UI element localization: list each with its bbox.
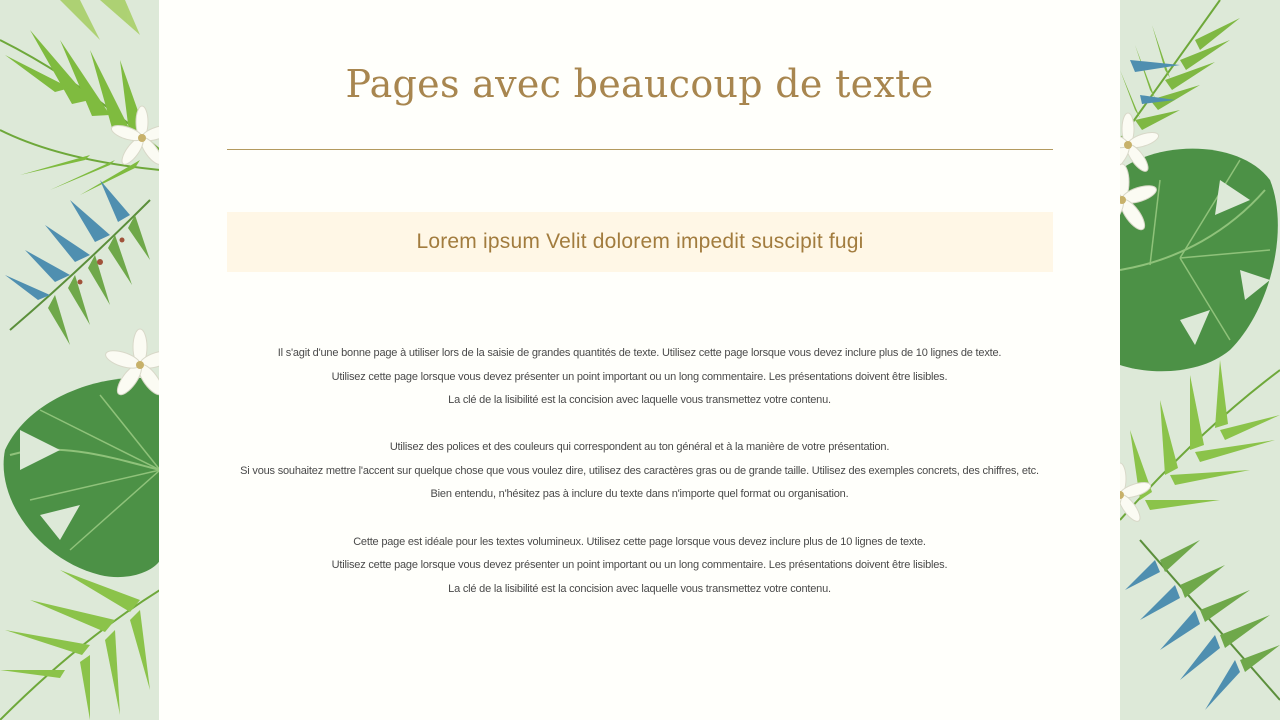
text-line: Utilisez des polices et des couleurs qui correspondent au ton général et à la manière de votre présentation. (389, 441, 890, 454)
text-line: La clé de la lisibilité est la concision avec laquelle vous transmettez votre contenu. (448, 394, 831, 407)
tropical-leaves-illustration-left (0, 0, 160, 720)
paragraph (199, 436, 1080, 507)
content-panel (159, 0, 1120, 720)
text-line: Si vous souhaitez mettre l'accent sur quelque chose que vous voulez dire, utilisez des caractères gras ou de grande taille. Utilisez des exemples concrets, des chiffres, etc. (240, 464, 1039, 477)
paragraph (199, 531, 1080, 602)
right-foliage-decoration (1120, 0, 1280, 720)
text-line: Utilisez cette page lorsque vous devez présenter un point important ou un long commentaire. Les présentations doivent être lisibles. (331, 370, 948, 383)
paragraph (199, 342, 1080, 413)
left-foliage-decoration (0, 0, 160, 720)
text-line: Bien entendu, n'hésitez pas à inclure du texte dans n'importe quel format ou organisation. (430, 488, 849, 501)
title-divider (227, 149, 1053, 150)
text-line: Il s'agit d'une bonne page à utiliser lors de la saisie de grandes quantités de texte. Utilisez cette page lorsque vous devez inclure plus de 10 lignes de texte. (277, 347, 1002, 359)
page-title: Pages avec beaucoup de texte (345, 62, 934, 106)
body-text (199, 342, 1080, 625)
text-line: Utilisez cette page lorsque vous devez présenter un point important ou un long commentaire. Les présentations doivent être lisibles. (331, 559, 948, 572)
text-line: Cette page est idéale pour les textes volumineux. Utilisez cette page lorsque vous devez inclure plus de 10 lignes de texte. (353, 535, 926, 548)
text-line: La clé de la lisibilité est la concision avec laquelle vous transmettez votre contenu. (448, 582, 831, 595)
tropical-leaves-illustration-right (1120, 0, 1280, 720)
subtitle-band (227, 212, 1053, 272)
subtitle: Lorem ipsum Velit dolorem impedit suscipit fugi (416, 230, 864, 253)
